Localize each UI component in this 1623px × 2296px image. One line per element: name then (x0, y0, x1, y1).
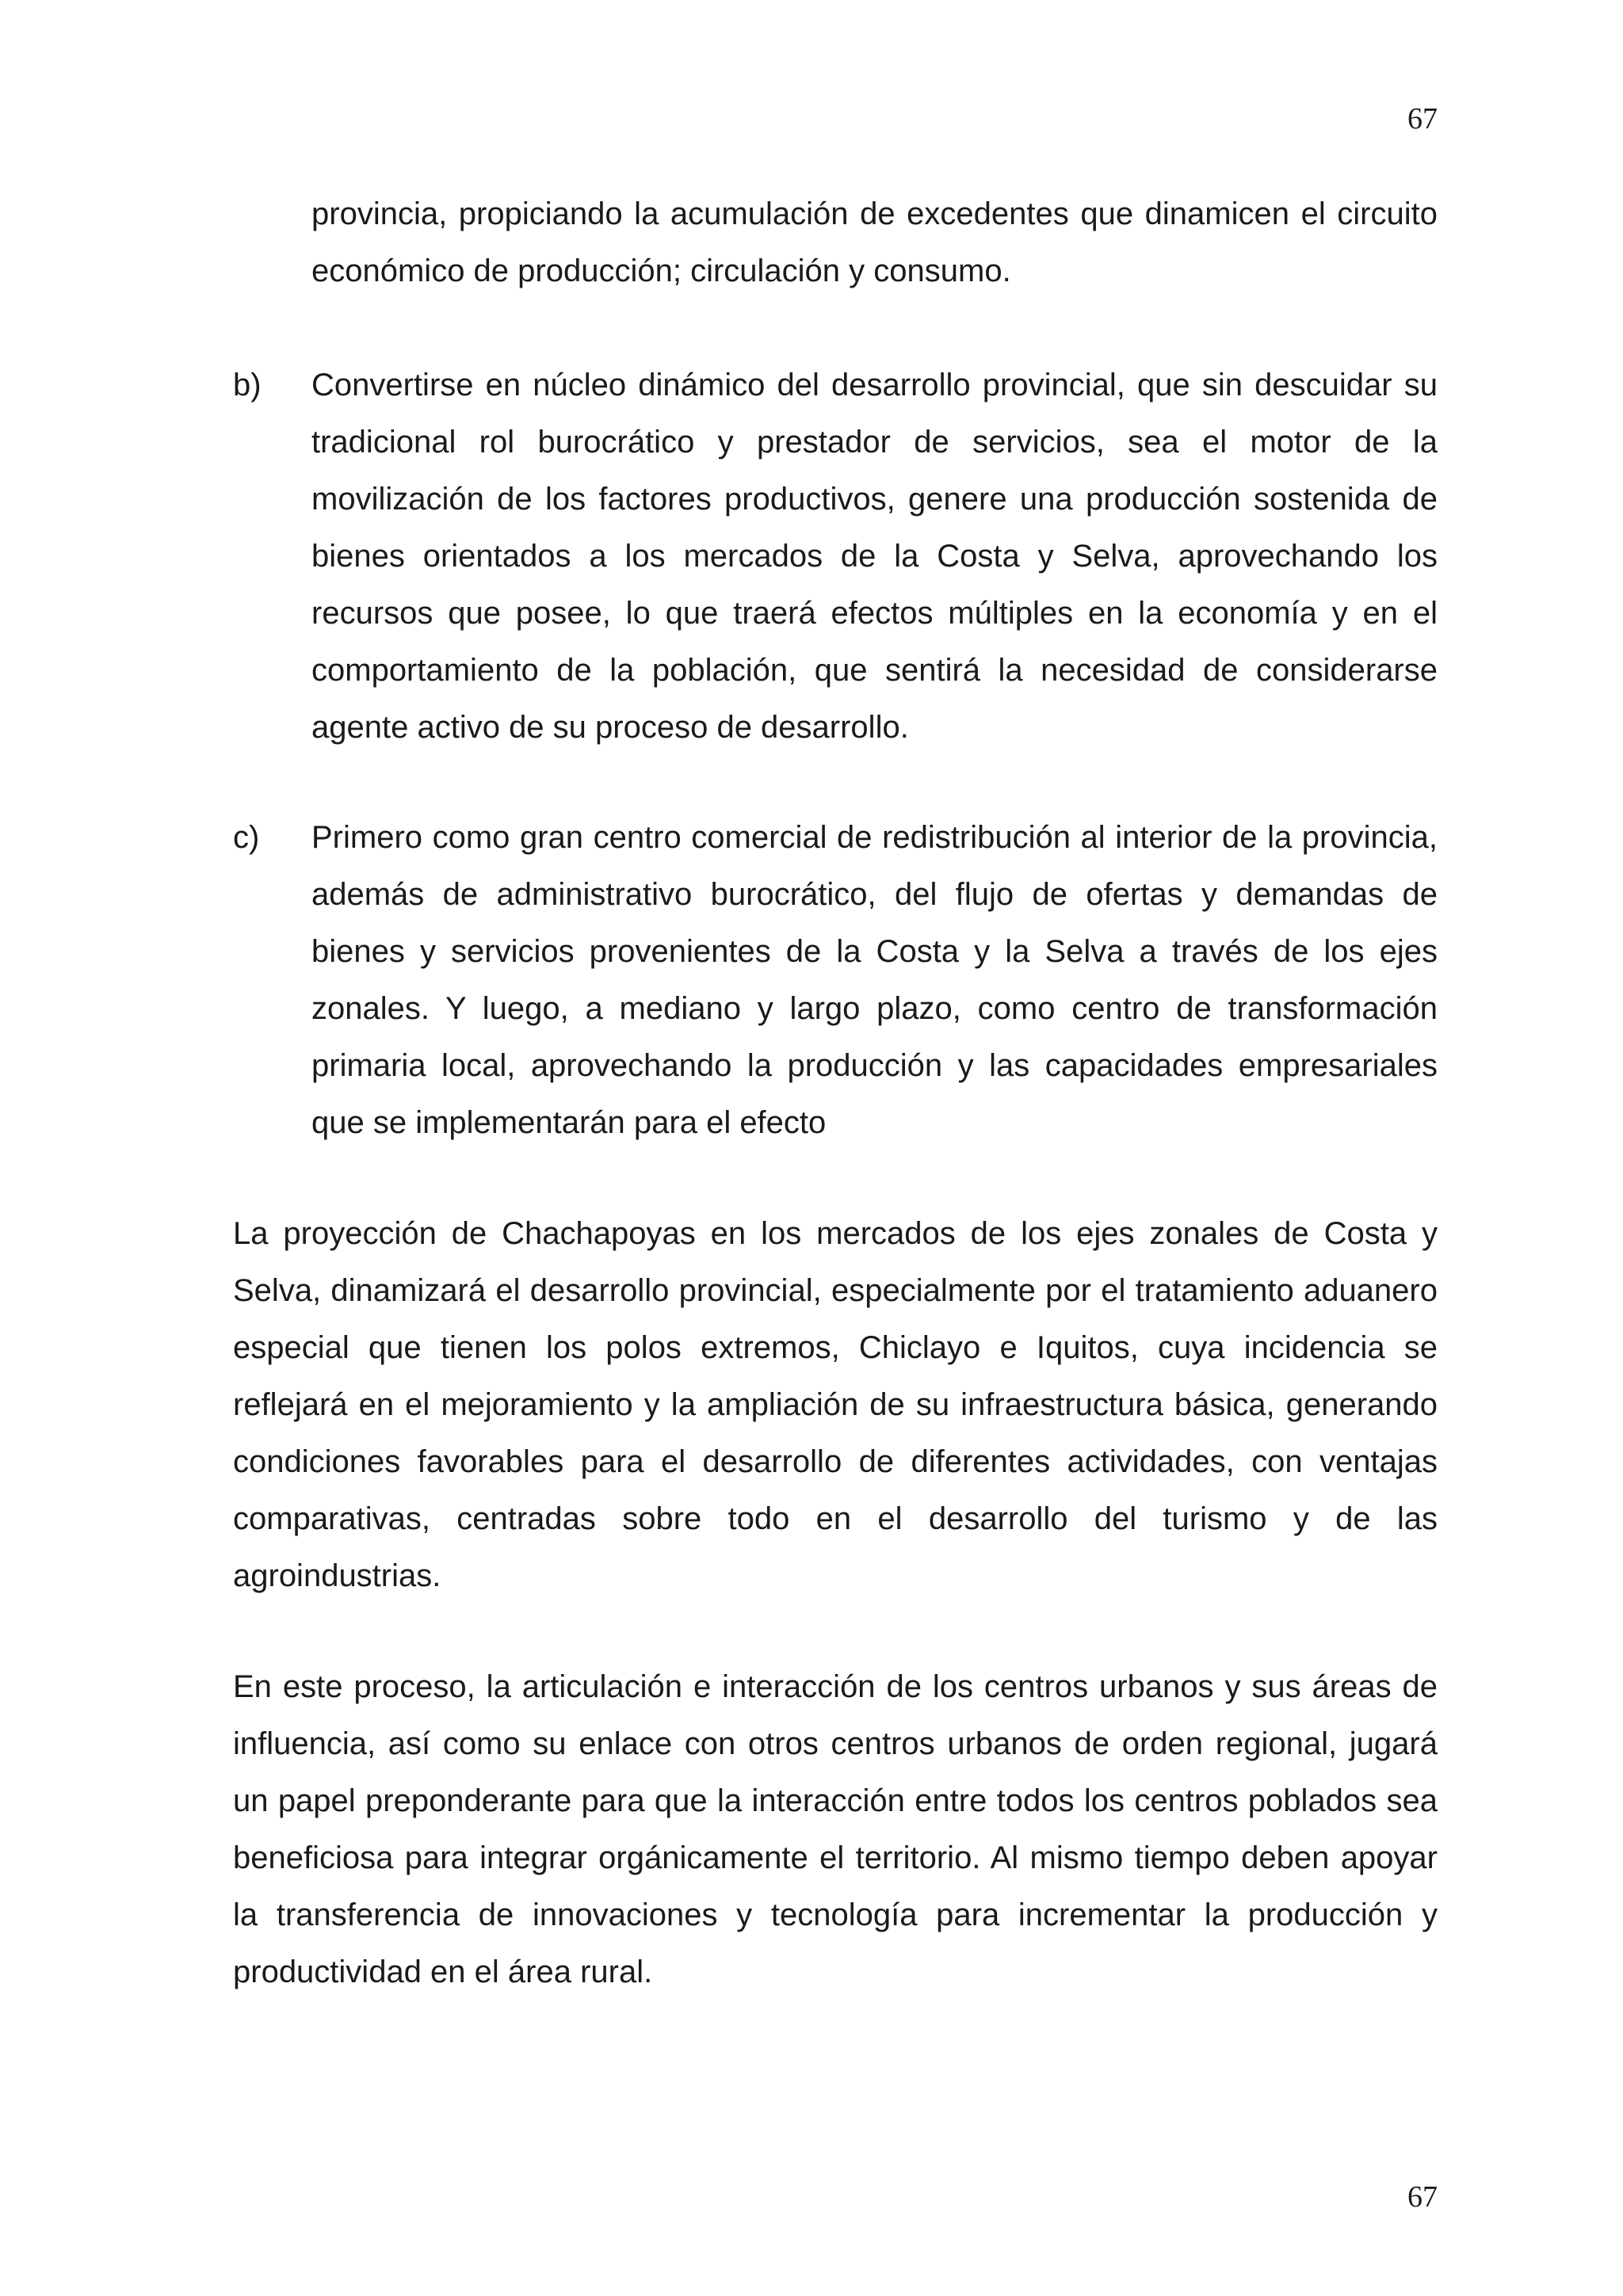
body-paragraph-2: En este proceso, la articulación e interacción de los centros urbanos y sus áreas de influencia, así como su enlace con otros centros urbanos de orden regional, jugará un papel preponderante para que la interacción entre todos los centros poblados sea beneficiosa para integrar orgánicamente el territorio. Al mismo tiempo deben apoyar la transferencia de innovaciones y tecnología para incrementar la producción y productividad en el área rural. (233, 1669, 1438, 1989)
list-item-b: Convertirse en núcleo dinámico del desarrollo provincial, que sin descuidar su tradicional rol burocrático y prestador de servicios, sea el motor de la movilización de los factores productivos, genere una producción sostenida de bienes orientados a los mercados de la Costa y Selva, aprovechando los recursos que posee, lo que traerá efectos múltiples en la economía y en el comportamiento de la población, que sentirá la necesidad de considerarse agente activo de su proceso de desarrollo. (311, 368, 1438, 745)
page-number-top: 67 (1407, 102, 1438, 135)
list-item-c: Primero como gran centro comercial de redistribución al interior de la provincia, además de administrativo burocrático, del flujo de ofertas y demandas de bienes y servicios provenientes de la Costa y la Selva a través de los ejes zonales. Y luego, a mediano y largo plazo, como centro de transformación primaria local, aprovechando la producción y las capacidades empresariales que se implementarán para el efecto (311, 820, 1438, 1140)
page-number-bottom: 67 (1407, 2180, 1438, 2214)
body-paragraph-1: La proyección de Chachapoyas en los mercados de los ejes zonales de Costa y Selva, dinamizará el desarrollo provincial, especialmente por el tratamiento aduanero especial que tienen los polos extremos, Chiclayo e Iquitos, cuya incidencia se reflejará en el mejoramiento y la ampliación de su infraestructura básica, generando condiciones favorables para el desarrollo de diferentes actividades, con ventajas comparativas, centradas sobre todo en el desarrollo del turismo y de las agroindustrias. (233, 1216, 1438, 1593)
continuation-paragraph: provincia, propiciando la acumulación de excedentes que dinamicen el circuito económico de producción; circulación y consumo. (311, 196, 1438, 288)
list-marker-b: b) (233, 368, 262, 402)
list-marker-c: c) (233, 820, 260, 855)
